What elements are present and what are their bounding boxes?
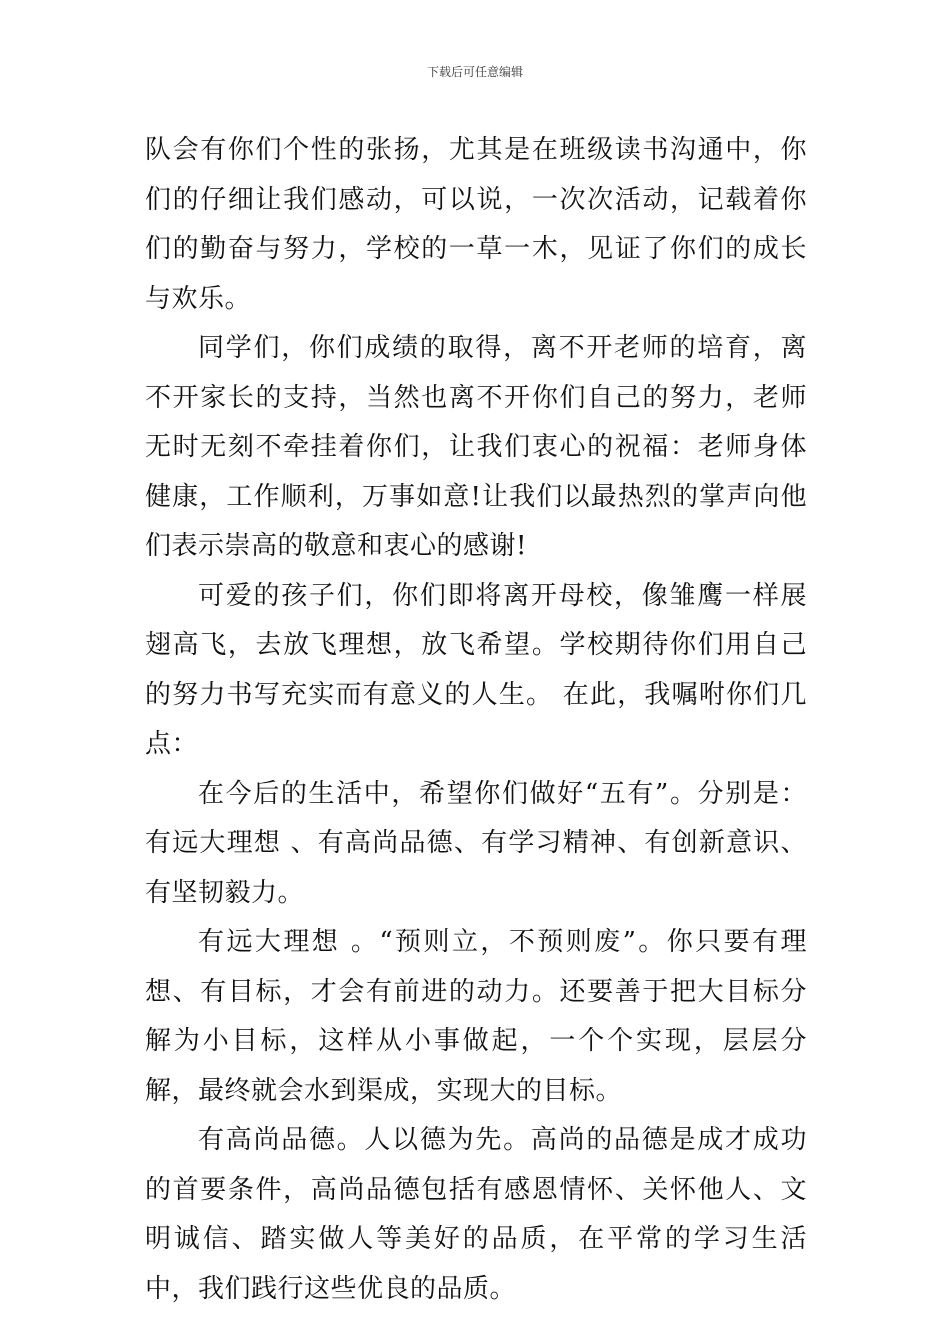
paragraph-lofty-ideals: 有远大理想 。“预则立，不预则废”。你只要有理想、有目标，才会有前进的动力。还要善于把大目标分解为小目标，这样从小事做起，一个个实现，层层分解，最终就会水到渠成，实现大的目标。 [145, 927, 807, 1106]
document-body [145, 126, 807, 1314]
page-header: 下载后可任意编辑 [426, 65, 523, 79]
paragraph-noble-character: 有高尚品德。人以德为先。高尚的品德是成才成功的首要条件，高尚品德包括有感恩情怀、关怀他人、文明诚信、踏实做人等美好的品质，在平常的学习生活中，我们践行这些优良的品质。 [145, 1125, 807, 1304]
paragraph-five-haves: 在今后的生活中，希望你们做好“五有”。分别是：有远大理想 、有高尚品德、有学习精神、有创新意识、有坚韧毅力。 [145, 778, 807, 908]
paragraph-leaving-school: 可爱的孩子们，你们即将离开母校，像雏鹰一样展翅高飞，去放飞理想，放飞希望。学校期待你们用自己的努力书写充实而有意义的人生。 在此，我嘱咐你们几点： [145, 580, 807, 759]
paragraph-continuation: 队会有你们个性的张扬，尤其是在班级读书沟通中，你们的仔细让我们感动，可以说，一次次活动，记载着你们的勤奋与努力，学校的一草一木，见证了你们的成长与欢乐。 [145, 135, 807, 314]
paragraph-thanks-teachers: 同学们，你们成绩的取得，离不开老师的培育，离不开家长的支持，当然也离不开你们自己的努力，老师无时无刻不牵挂着你们，让我们衷心的祝福：老师身体健康，工作顺利，万事如意!让我们以最热烈的掌声向他们表示崇高的敬意和衷心的感谢! [145, 333, 807, 561]
